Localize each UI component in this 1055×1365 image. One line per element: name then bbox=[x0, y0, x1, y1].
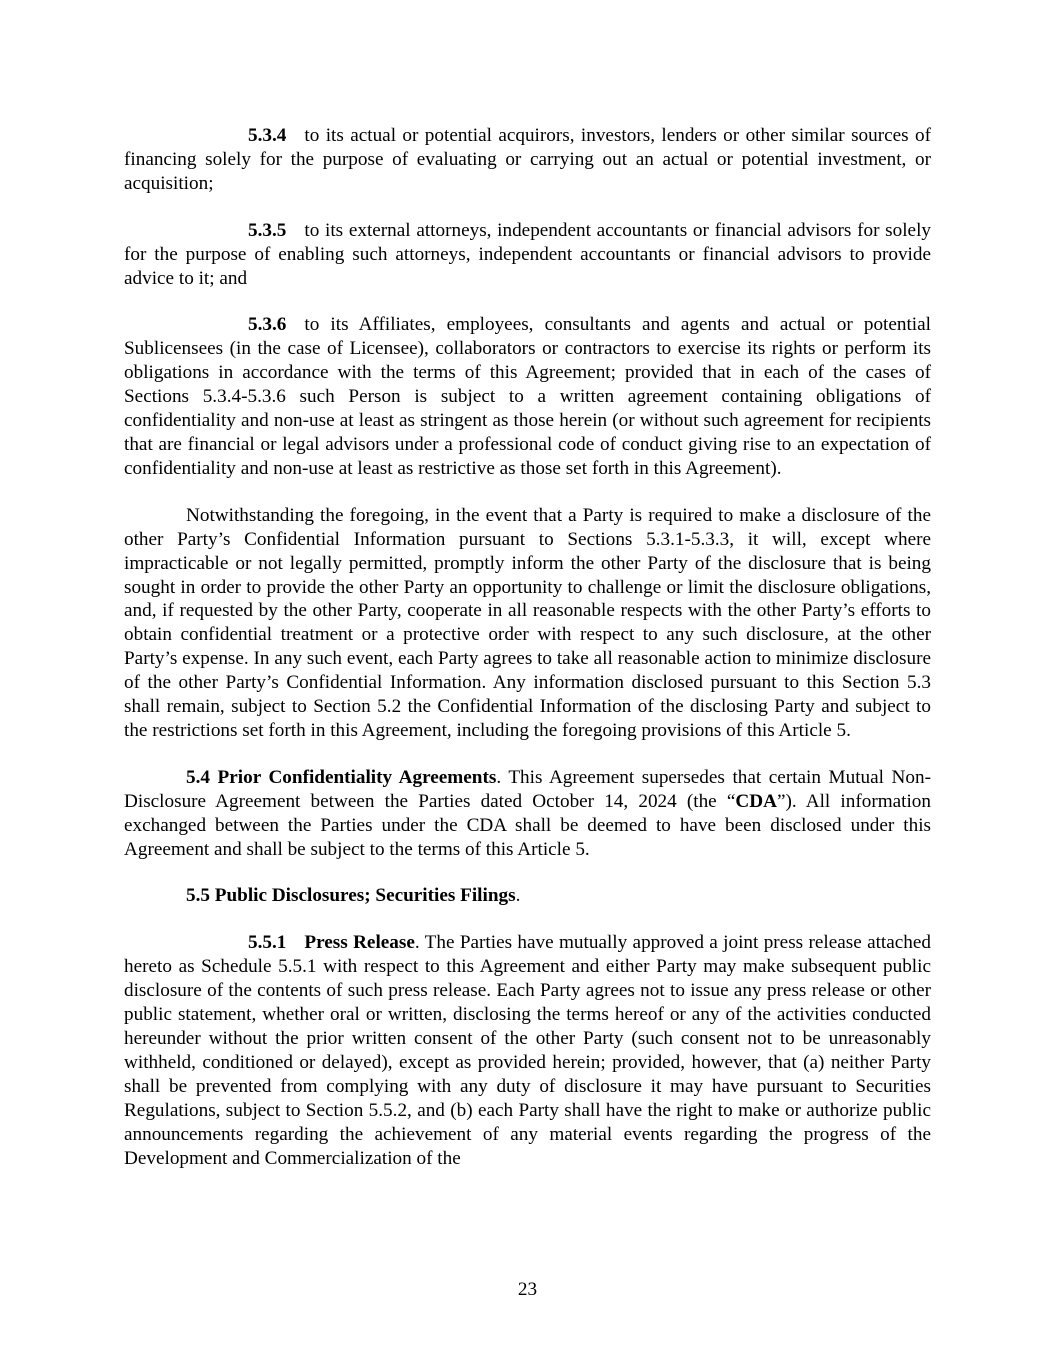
section-number: 5.3.6 bbox=[248, 314, 287, 336]
section-text: . The Parties have mutually approved a joint press release attached hereto as Schedule 5.5.1 with respect to this Agreement and either Party may make subsequent public disclosure of the contents of such press release. Each Party agrees not to issue any press release or other public statement, whether oral or written, disclosing the terms hereof or any of the activities conducted hereunder without the prior written consent of the other Party (such consent not to be unreasonably withheld, conditioned or delayed), except as provided herein; provided, however, that (a) neither Party shall be prevented from complying with any duty of disclosure it may have pursuant to Securities Regulations, subject to Section 5.5.2, and (b) each Party shall have the right to make or authorize public announcements regarding the achievement of any material events regarding the progress of the Development and Commercialization of the bbox=[124, 932, 931, 1169]
section-heading: 5.4 Prior Confidentiality Agreements bbox=[186, 766, 497, 788]
section-text-before: . This Agreement supersedes that certain Mutual Non-Disclosure Agreement between the Parties dated October 14, 2024 (the “ bbox=[124, 766, 931, 812]
section-text-after: ”). All information exchanged between the Parties under the CDA shall be deemed to have been disclosed under this Agreement and shall be subject to the terms of this Article 5. bbox=[124, 790, 931, 860]
section-heading: Press Release bbox=[304, 932, 415, 954]
page-number: 23 bbox=[517, 1279, 538, 1300]
section-number: 5.5.1 bbox=[248, 932, 287, 954]
section-text: to its external attorneys, independent accountants or financial advisors for solely for the purpose of enabling such attorneys, independent accountants or financial advisors to provide advice to it; and bbox=[124, 219, 931, 289]
section-5-4 bbox=[124, 766, 931, 862]
notwithstanding-paragraph bbox=[124, 504, 931, 743]
section-number: 5.3.4 bbox=[248, 125, 287, 146]
section-5-3-4 bbox=[124, 124, 931, 196]
section-text: to its Affiliates, employees, consultants and agents and actual or potential Sublicensees (in the case of Licensee), collaborators or contractors to exercise its rights or perform its obligations in accordance with the terms of this Agreement; provided that in each of the cases of Sections 5.3.4-5.3.6 such Person is subject to a written agreement containing obligations of confidentiality and non-use at least as stringent as those herein (or without such agreement for recipients that are financial or legal advisors under a professional code of conduct giving rise to an expectation of confidentiality and non-use at least as restrictive as those set forth in this Agreement). bbox=[124, 314, 931, 479]
heading-period: . bbox=[515, 885, 521, 907]
section-5-3-5 bbox=[124, 219, 931, 291]
section-5-5 bbox=[124, 884, 931, 908]
section-number: 5.3.5 bbox=[248, 219, 287, 241]
defined-term: CDA bbox=[735, 790, 777, 812]
document-body bbox=[124, 124, 931, 1170]
paragraph-text: Notwithstanding the foregoing, in the event that a Party is required to make a disclosure of the other Party’s Confidential Information pursuant to Sections 5.3.1-5.3.3, it will, except where impracticable or not legally permitted, promptly inform the other Party of the disclosure that is being sought in order to provide the other Party an opportunity to challenge or limit the disclosure obligations, and, if requested by the other Party, cooperate in all reasonable respects with the other Party’s efforts to obtain confidential treatment or a protective order with respect to any such disclosure, at the other Party’s expense. In any such event, each Party agrees to take all reasonable action to minimize disclosure of the other Party’s Confidential Information. Any information disclosed pursuant to this Section 5.3 shall remain, subject to Section 5.2 the Confidential Information of the disclosing Party and subject to the restrictions set forth in this Agreement, including the foregoing provisions of this Article 5. bbox=[124, 504, 931, 741]
section-5-5-1 bbox=[124, 931, 931, 1170]
section-heading: 5.5 Public Disclosures; Securities Filings bbox=[186, 885, 516, 907]
section-text: to its actual or potential acquirors, investors, lenders or other similar sources of financing solely for the purpose of evaluating or carrying out an actual or potential investment, or acquisition; bbox=[124, 125, 931, 194]
section-5-3-6 bbox=[124, 313, 931, 480]
